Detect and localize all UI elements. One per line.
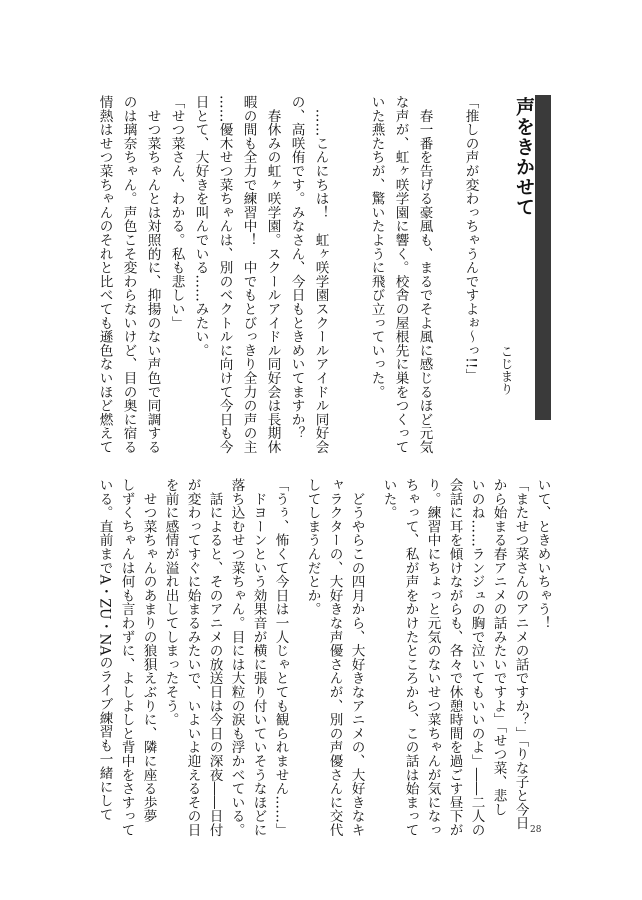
text-column: 「うぅ、怖くて今日は一人じゃとても観られません……」 — [272, 478, 289, 837]
text-column: ドヨーンという効果音が横に張り付いていそうなほどに — [250, 478, 267, 837]
author-name: こじまり — [499, 345, 514, 395]
text-column: 会話に耳を傾けながらも、各々で休憩時間を過ごす昼下が — [446, 478, 463, 837]
page-number: 28 — [530, 825, 542, 835]
text-column: 日とて、大好きを叫んでいる……みたい。 — [192, 95, 209, 358]
text-column: してしまうんだとか。 — [304, 478, 321, 616]
text-column: 情熱はせつ菜ちゃんのそれと比べても遜色ないほど燃えて — [96, 95, 113, 454]
text-column: ちゃって、私が声をかけたところから、この話は始まって — [402, 478, 419, 837]
text-column: 「推しの声が変わっちゃうんですよぉ〜っ!!」 — [462, 95, 479, 383]
text-column: が変わってすぐに始まるみたいで、いよいよ迎えるその日 — [184, 478, 201, 837]
text-column: な声が、虹ヶ咲学園に響く。校舎の屋根先に巣をつくって — [392, 95, 409, 454]
text-column: 話によると、そのアニメの放送日は今日の深夜――日付 — [206, 478, 223, 837]
text-column: いて、ときめいちゃう！ — [534, 478, 551, 630]
text-column: ……優木せつ菜ちゃんは、別のベクトルに向けて今日も今 — [216, 95, 233, 454]
text-column: 春休みの虹ヶ咲学園。スクールアイドル同好会は長期休 — [264, 95, 281, 454]
text-column: を前に感情が溢れ出してしまったそう。 — [162, 478, 179, 727]
text-column: り。練習中にちょっと元気のないせつ菜ちゃんが気になっ — [424, 478, 441, 837]
text-column: 春一番を告げる豪風も、まるでそよ風に感じるほど元気 — [416, 95, 433, 454]
text-column: から始まる春アニメの話みたいですよ」「せつ菜、悲し — [490, 478, 507, 817]
text-column: いのね……ランジュの胸で泣いてもいいのよ」――二人の — [468, 478, 485, 837]
text-column: しずくちゃんは何も言わずに、よしよしと背中をさすって — [118, 478, 135, 837]
text-column: せつ菜ちゃんとは対照的に、抑揚のない声色で同調する — [144, 95, 161, 454]
text-column: いる。直前までA・ZU・NAのライブ練習も一緒にして — [96, 478, 113, 822]
text-column: いた燕たちが、驚いたように飛び立っていった。 — [368, 95, 385, 399]
text-column: 落ち込むせつ菜ちゃん。目には大粒の涙も浮かべている。 — [228, 478, 245, 837]
text-column: ャラクターの、大好きな声優さんが、別の声優さんに交代 — [326, 478, 343, 837]
text-column: のは璃奈ちゃん。声色こそ変わらないけど、目の奥に宿る — [120, 95, 137, 454]
text-column: せつ菜ちゃんのあまりの狼狽えぶりに、隣に座る歩夢 — [140, 478, 157, 823]
text-column: 「せつ菜さん、わかる。私も悲しい」 — [168, 95, 185, 330]
text-column: どうやらこの四月から、大好きなアニメの、大好きなキ — [348, 478, 365, 837]
text-column: 暇の間も全力で練習中！ 中でもとびっきり全力の声の主 — [240, 95, 257, 454]
text-column: ……こんにちは！ 虹ヶ咲学園スクールアイドル同好会 — [312, 95, 329, 454]
text-column: 「またせつ菜さんのアニメの話ですか？」「りな子と今日 — [512, 478, 529, 830]
text-column: の、高咲侑です。みなさん、今日もときめいてますか？ — [288, 95, 305, 440]
story-title: 声をきかせて — [513, 97, 535, 217]
text-column: いた。 — [380, 478, 397, 520]
